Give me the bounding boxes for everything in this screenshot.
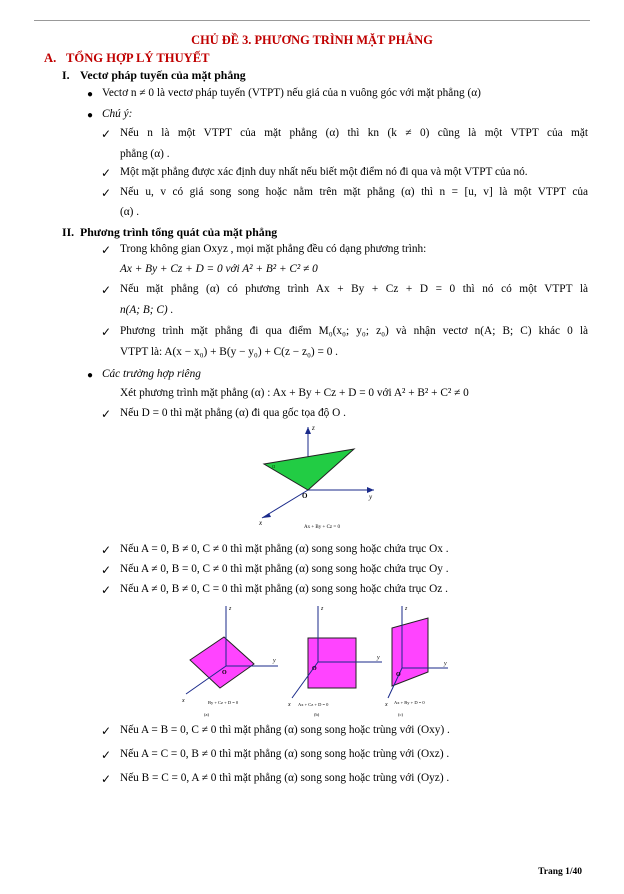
page-number: Trang 1/40	[538, 867, 582, 877]
text-line: Nếu A ≠ 0, B = 0, C ≠ 0 thì mặt phẳng (α) song song hoặc chứa trục Oy .	[120, 563, 449, 575]
section-a-number: A.	[44, 51, 57, 65]
section-2-heading	[62, 225, 277, 240]
section-a-heading	[44, 51, 210, 66]
equation-line: Ax + By + Cz + D = 0 với A² + B² + C² ≠ 0	[120, 263, 318, 275]
note-label: Chú ý:	[102, 108, 133, 120]
figure-caption: Ax + Cz + D = 0	[298, 702, 329, 707]
section-2-number: II.	[62, 225, 75, 239]
section-2-label: Phương trình tổng quát của mặt phẳng	[80, 225, 278, 239]
text-line: Nếu u, v có giá song song hoặc nằm trên mặt phẳng (α) thì n = [u, v] là một VTPT của	[120, 186, 588, 198]
header-rule	[34, 20, 590, 21]
check-icon: ✓	[101, 748, 112, 762]
figure-caption: By + Cz + D = 0	[208, 700, 239, 705]
y-label: y	[377, 655, 380, 661]
check-icon: ✓	[101, 166, 112, 180]
check-icon: ✓	[101, 186, 112, 200]
z-label: z	[312, 424, 315, 432]
check-icon: ✓	[101, 543, 112, 557]
magenta-plane	[308, 638, 356, 688]
bullet-icon: ●	[87, 89, 94, 100]
bullet-icon: ●	[87, 370, 94, 381]
origin-label: O	[396, 672, 401, 678]
text-line: Phương trình mặt phẳng đi qua điểm M₀(x₀; y₀; z₀) và nhận vectơ n(A; B; C) khác 0 là	[120, 325, 588, 337]
special-cases-label: Các trường hợp riêng	[102, 368, 201, 380]
section-1-heading	[62, 68, 246, 83]
text-line: Vectơ n ≠ 0 là vectơ pháp tuyến (VTPT) nếu giá của n vuông góc với mặt phẳng (α)	[102, 87, 481, 99]
alpha-label: α	[272, 464, 276, 470]
text-line: Nếu mặt phẳng (α) có phương trình Ax + By + Cz + D = 0 thì nó có một VTPT là	[120, 283, 588, 295]
text-line: (α) .	[120, 206, 140, 218]
check-icon: ✓	[101, 724, 112, 738]
x-label: x	[288, 702, 291, 708]
check-icon: ✓	[101, 583, 112, 597]
text-line: Nếu A ≠ 0, B ≠ 0, C = 0 thì mặt phẳng (α) song song hoặc chứa trục Oz .	[120, 583, 448, 595]
check-icon: ✓	[101, 127, 112, 141]
figure-tag: (b)	[314, 712, 320, 717]
magenta-plane	[190, 637, 254, 688]
figure-tag: (a)	[204, 712, 209, 717]
page-title: CHỦ ĐỀ 3. PHƯƠNG TRÌNH MẶT PHẲNG	[191, 33, 433, 47]
section-1-label: Vectơ pháp tuyến của mặt phẳng	[80, 68, 246, 82]
section-a-label: TỔNG HỢP LÝ THUYẾT	[66, 51, 210, 65]
text-line: phẳng (α) .	[120, 148, 170, 160]
section-1-number: I.	[62, 68, 70, 82]
text-line: VTPT là: A(x − x₀) + B(y − y₀) + C(z − z₀) = 0 .	[120, 346, 339, 358]
z-label: z	[321, 606, 324, 612]
text-line: Trong không gian Oxyz , mọi mặt phẳng đều có dạng phương trình:	[120, 243, 427, 255]
origin-label: O	[312, 666, 317, 672]
figure-b-plane-parallel-oy	[286, 602, 386, 720]
figure-caption: Ax + By + Cz = 0	[304, 525, 340, 530]
text-line: Nếu A = C = 0, B ≠ 0 thì mặt phẳng (α) song song hoặc trùng với (Oxz) .	[120, 748, 450, 760]
green-plane	[264, 449, 354, 490]
check-icon: ✓	[101, 772, 112, 786]
text-line: Nếu A = 0, B ≠ 0, C ≠ 0 thì mặt phẳng (α) song song hoặc chứa trục Ox .	[120, 543, 449, 555]
y-label: y	[273, 658, 276, 664]
equation-line: n(A; B; C) .	[120, 304, 174, 316]
x-label: x	[182, 698, 185, 704]
x-label: x	[259, 519, 263, 527]
z-label: z	[405, 606, 408, 612]
check-icon: ✓	[101, 563, 112, 577]
origin-label: O	[222, 670, 227, 676]
text-line: Một mặt phẳng được xác định duy nhất nếu biết một điểm nó đi qua và một VTPT của nó.	[120, 166, 528, 178]
text-line: Nếu A = B = 0, C ≠ 0 thì mặt phẳng (α) song song hoặc trùng với (Oxy) .	[120, 724, 450, 736]
check-icon: ✓	[101, 283, 112, 297]
x-label: x	[385, 702, 388, 708]
figure-a-plane-parallel-ox	[178, 602, 278, 720]
figure-tag: (c)	[398, 712, 403, 717]
figure-plane-through-origin	[250, 424, 390, 536]
y-label: y	[444, 661, 447, 667]
text-line: Nếu n là một VTPT của mặt phẳng (α) thì kn (k ≠ 0) cũng là một VTPT của mặt	[120, 127, 588, 139]
bullet-icon: ●	[87, 110, 94, 121]
figure-caption: Ax + By + D = 0	[394, 700, 425, 705]
text-line: Nếu B = C = 0, A ≠ 0 thì mặt phẳng (α) song song hoặc trùng với (Oyz) .	[120, 772, 450, 784]
text-line: Xét phương trình mặt phẳng (α) : Ax + By + Cz + D = 0 với A² + B² + C² ≠ 0	[120, 387, 469, 399]
figure-c-plane-parallel-oz	[384, 602, 464, 720]
z-label: z	[229, 606, 232, 612]
origin-label: O	[302, 492, 308, 500]
text-line: Nếu D = 0 thì mặt phẳng (α) đi qua gốc tọa độ O .	[120, 407, 346, 419]
check-icon: ✓	[101, 407, 112, 421]
check-icon: ✓	[101, 243, 112, 257]
y-label: y	[369, 493, 373, 501]
z-arrow-icon	[305, 427, 311, 434]
check-icon: ✓	[101, 325, 112, 339]
